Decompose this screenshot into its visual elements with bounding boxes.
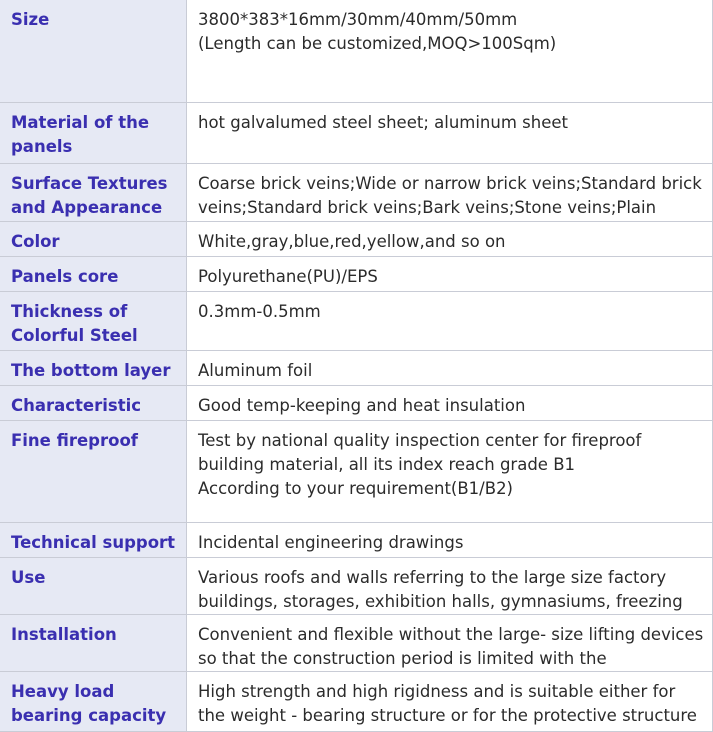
- spec-label-bottom-layer: The bottom layer: [0, 351, 187, 386]
- spec-value-installation: Convenient and flexible without the large- size lifting devices so that the construction period is limited with the: [187, 615, 713, 672]
- spec-row-characteristic: [0, 386, 713, 421]
- spec-label-installation: Installation: [0, 615, 187, 672]
- spec-label-surface-textures: Surface Textures and Appearance: [0, 164, 187, 222]
- spec-label-technical-support: Technical support: [0, 523, 187, 558]
- spec-row-fireproof: [0, 421, 713, 523]
- spec-label-material: Material of the panels: [0, 103, 187, 164]
- spec-row-installation: [0, 615, 713, 672]
- spec-label-thickness: Thickness of Colorful Steel: [0, 292, 187, 351]
- spec-row-use: [0, 558, 713, 615]
- spec-row-panels-core: [0, 257, 713, 292]
- spec-value-heavy-load: High strength and high rigidness and is suitable either for the weight - bearing structure or for the protective structure: [187, 672, 713, 732]
- spec-value-size: 3800*383*16mm/30mm/40mm/50mm (Length can be customized,MOQ>100Sqm): [187, 0, 713, 103]
- spec-value-color: White,gray,blue,red,yellow,and so on: [187, 222, 713, 257]
- spec-label-use: Use: [0, 558, 187, 615]
- spec-row-thickness: [0, 292, 713, 351]
- spec-row-technical-support: [0, 523, 713, 558]
- spec-value-thickness: 0.3mm-0.5mm: [187, 292, 713, 351]
- spec-label-panels-core: Panels core: [0, 257, 187, 292]
- spec-row-material: [0, 103, 713, 164]
- spec-row-size: [0, 0, 713, 103]
- spec-label-size: Size: [0, 0, 187, 103]
- spec-value-characteristic: Good temp-keeping and heat insulation: [187, 386, 713, 421]
- spec-row-heavy-load: [0, 672, 713, 732]
- spec-value-fireproof: Test by national quality inspection center for fireproof building material, all its index reach grade B1 According to your requirement(B1/B2): [187, 421, 713, 523]
- spec-value-panels-core: Polyurethane(PU)/EPS: [187, 257, 713, 292]
- spec-row-bottom-layer: [0, 351, 713, 386]
- spec-value-use: Various roofs and walls referring to the large size factory buildings, storages, exhibition halls, gymnasiums, freezing: [187, 558, 713, 615]
- spec-value-surface-textures: Coarse brick veins;Wide or narrow brick veins;Standard brick veins;Standard brick veins;Bark veins;Stone veins;Plain: [187, 164, 713, 222]
- spec-value-material: hot galvalumed steel sheet; aluminum sheet: [187, 103, 713, 164]
- spec-label-fireproof: Fine fireproof: [0, 421, 187, 523]
- spec-label-characteristic: Characteristic: [0, 386, 187, 421]
- spec-label-heavy-load: Heavy load bearing capacity: [0, 672, 187, 732]
- spec-value-technical-support: Incidental engineering drawings: [187, 523, 713, 558]
- spec-row-color: [0, 222, 713, 257]
- spec-label-color: Color: [0, 222, 187, 257]
- spec-value-bottom-layer: Aluminum foil: [187, 351, 713, 386]
- spec-row-surface-textures: [0, 164, 713, 222]
